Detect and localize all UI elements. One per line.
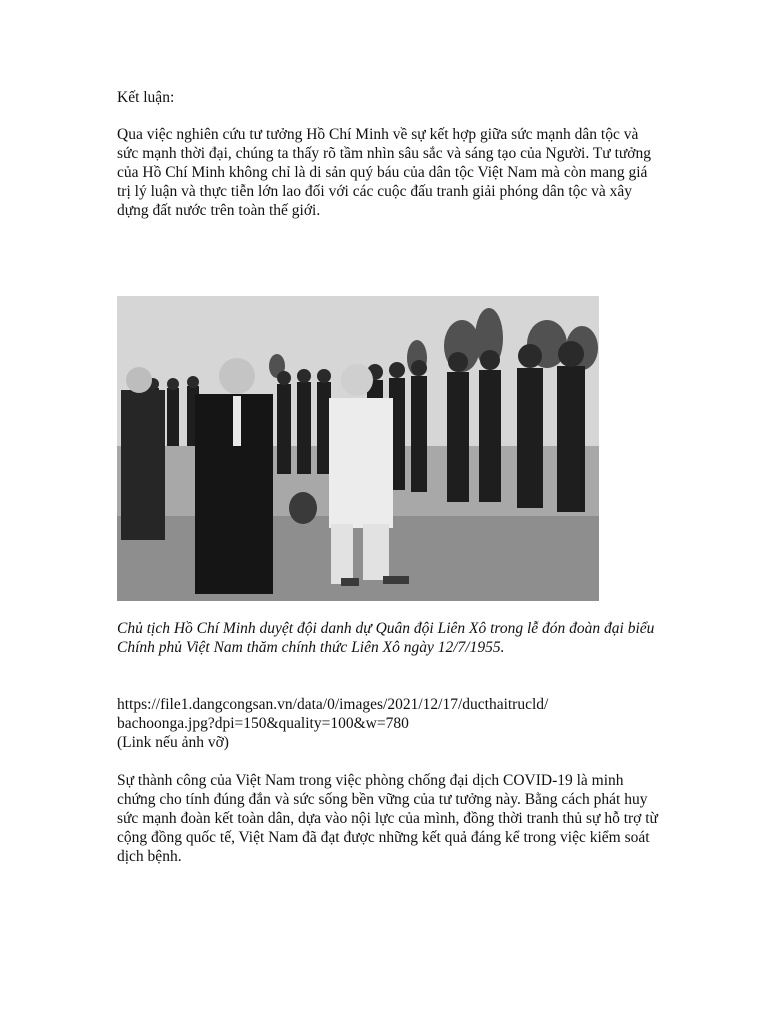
broken-link-note: (Link nếu ảnh vỡ) (117, 734, 229, 751)
image-link-line-1[interactable]: https://file1.dangcongsan.vn/data/0/images/2021/12/17/ducthaitrucld/ (117, 696, 549, 713)
document-body (117, 88, 657, 220)
photo-caption: Chủ tịch Hồ Chí Minh duyệt đội danh dự Quân đội Liên Xô trong lễ đón đoàn đại biểu Chính phủ Việt Nam thăm chính thức Liên Xô ngày 12/7/1955. (117, 620, 655, 656)
historical-photo (117, 296, 599, 601)
section-heading: Kết luận: (117, 89, 175, 106)
image-link-line-2[interactable]: bachoonga.jpg?dpi=150&quality=100&w=780 (117, 715, 409, 732)
closing-paragraph: Sự thành công của Việt Nam trong việc phòng chống đại dịch COVID-19 là minh chứng cho tính đúng đắn và sức sống bền vững của tư tưởng này. Bằng cách phát huy sức mạnh đoàn kết toàn dân, dựa vào nội lực của mình, đồng thời tranh thủ sự hỗ trợ từ cộng đồng quốc tế, Việt Nam đã đạt được những kết quả đáng kể trong việc kiểm soát dịch bệnh. (117, 772, 658, 865)
intro-paragraph: Qua việc nghiên cứu tư tưởng Hồ Chí Minh về sự kết hợp giữa sức mạnh dân tộc và sức mạnh thời đại, chúng ta thấy rõ tầm nhìn sâu sắc và sáng tạo của Người. Tư tưởng của Hồ Chí Minh không chỉ là di sản quý báu của dân tộc Việt Nam mà còn mang giá trị lý luận và thực tiễn lớn lao đối với các cuộc đấu tranh giải phóng dân tộc và xây dựng đất nước trên toàn thế giới. (117, 126, 651, 219)
photo-illustration (117, 296, 599, 601)
image-link-block (117, 695, 677, 752)
